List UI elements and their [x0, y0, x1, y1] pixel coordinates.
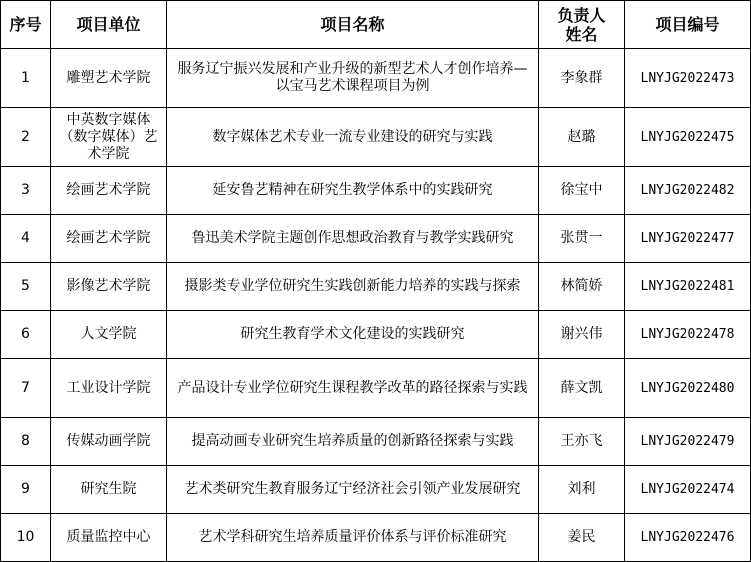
- cell-index: 8: [1, 418, 51, 466]
- cell-unit: 绘画艺术学院: [51, 215, 167, 263]
- cell-index: 1: [1, 49, 51, 108]
- cell-leader: 刘利: [539, 466, 625, 514]
- cell-project-code: LNYJG2022481: [625, 263, 751, 311]
- cell-project-code: LNYJG2022482: [625, 167, 751, 215]
- header-row: [1, 1, 751, 49]
- cell-project-name: 服务辽宁振兴发展和产业升级的新型艺术人才创作培养—以宝马艺术课程项目为例: [167, 49, 539, 108]
- cell-project-name: 鲁迅美术学院主题创作思想政治教育与教学实践研究: [167, 215, 539, 263]
- cell-index: 2: [1, 108, 51, 167]
- table-row: [1, 108, 751, 167]
- cell-project-code: LNYJG2022480: [625, 359, 751, 418]
- table-row: [1, 215, 751, 263]
- header-index: 序号: [1, 1, 51, 49]
- cell-project-name: 艺术学科研究生培养质量评价体系与评价标准研究: [167, 514, 539, 562]
- table-row: [1, 466, 751, 514]
- cell-index: 5: [1, 263, 51, 311]
- cell-project-code: LNYJG2022478: [625, 311, 751, 359]
- cell-leader: 赵璐: [539, 108, 625, 167]
- cell-index: 9: [1, 466, 51, 514]
- cell-project-name: 艺术类研究生教育服务辽宁经济社会引领产业发展研究: [167, 466, 539, 514]
- cell-leader: 薛文凯: [539, 359, 625, 418]
- cell-index: 7: [1, 359, 51, 418]
- cell-leader: 李象群: [539, 49, 625, 108]
- cell-unit: 人文学院: [51, 311, 167, 359]
- cell-unit: 质量监控中心: [51, 514, 167, 562]
- cell-leader: 林简娇: [539, 263, 625, 311]
- cell-project-code: LNYJG2022476: [625, 514, 751, 562]
- cell-project-code: LNYJG2022477: [625, 215, 751, 263]
- cell-project-name: 摄影类专业学位研究生实践创新能力培养的实践与探索: [167, 263, 539, 311]
- table-row: [1, 263, 751, 311]
- cell-unit: 传媒动画学院: [51, 418, 167, 466]
- cell-project-name: 数字媒体艺术专业一流专业建设的研究与实践: [167, 108, 539, 167]
- cell-leader: 王亦飞: [539, 418, 625, 466]
- cell-project-code: LNYJG2022475: [625, 108, 751, 167]
- cell-unit: 中英数字媒体（数字媒体）艺术学院: [51, 108, 167, 167]
- cell-project-name: 提高动画专业研究生培养质量的创新路径探索与实践: [167, 418, 539, 466]
- table-row: [1, 311, 751, 359]
- cell-project-name: 延安鲁艺精神在研究生教学体系中的实践研究: [167, 167, 539, 215]
- cell-unit: 雕塑艺术学院: [51, 49, 167, 108]
- cell-leader: 徐宝中: [539, 167, 625, 215]
- header-name: 项目名称: [167, 1, 539, 49]
- header-unit: 项目单位: [51, 1, 167, 49]
- cell-leader: 张贯一: [539, 215, 625, 263]
- cell-unit: 研究生院: [51, 466, 167, 514]
- cell-project-code: LNYJG2022474: [625, 466, 751, 514]
- table-row: [1, 418, 751, 466]
- table-row: [1, 49, 751, 108]
- cell-project-code: LNYJG2022479: [625, 418, 751, 466]
- cell-project-code: LNYJG2022473: [625, 49, 751, 108]
- table-row: [1, 167, 751, 215]
- table-row: [1, 359, 751, 418]
- cell-project-name: 产品设计专业学位研究生课程教学改革的路径探索与实践: [167, 359, 539, 418]
- cell-unit: 工业设计学院: [51, 359, 167, 418]
- cell-index: 6: [1, 311, 51, 359]
- header-leader: 负责人 姓名: [539, 1, 625, 49]
- cell-leader: 谢兴伟: [539, 311, 625, 359]
- cell-project-name: 研究生教育学术文化建设的实践研究: [167, 311, 539, 359]
- cell-leader: 姜民: [539, 514, 625, 562]
- cell-index: 10: [1, 514, 51, 562]
- cell-index: 3: [1, 167, 51, 215]
- table-row: [1, 514, 751, 562]
- cell-unit: 绘画艺术学院: [51, 167, 167, 215]
- cell-index: 4: [1, 215, 51, 263]
- header-code: 项目编号: [625, 1, 751, 49]
- cell-unit: 影像艺术学院: [51, 263, 167, 311]
